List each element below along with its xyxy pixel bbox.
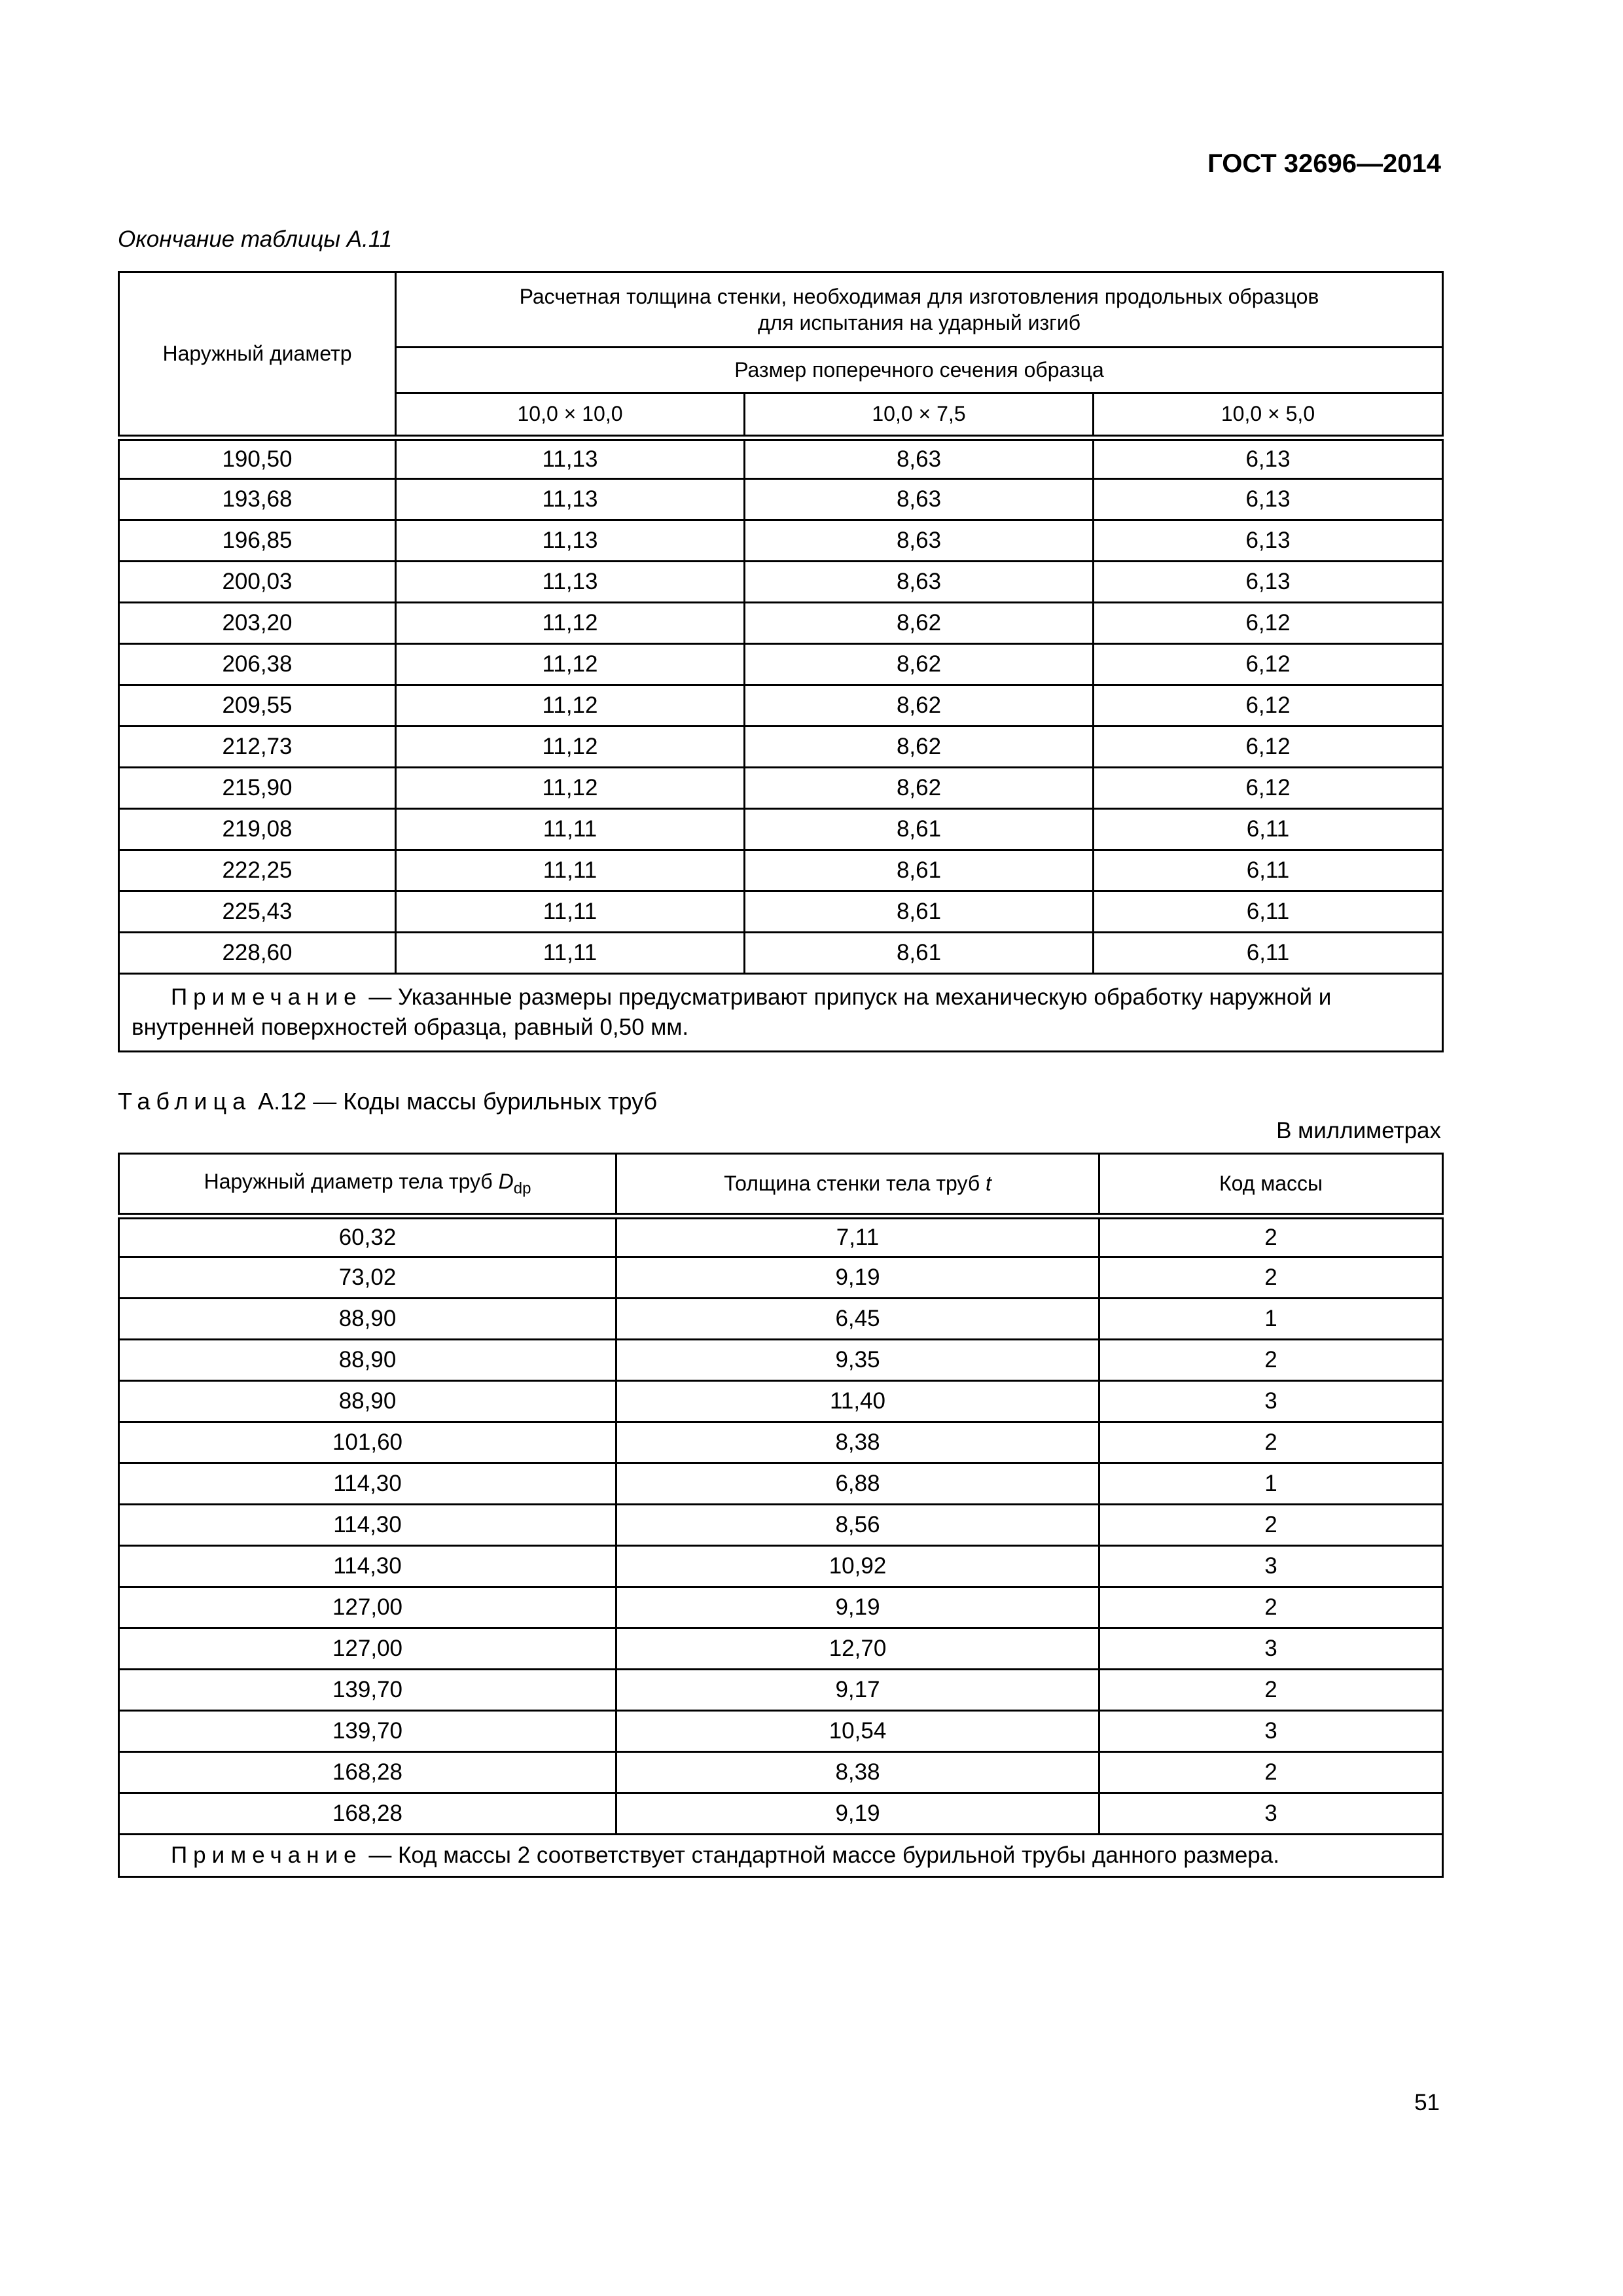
header-mass-code: Код массы <box>1099 1154 1443 1216</box>
table-cell: 114,30 <box>119 1546 616 1587</box>
table-row <box>119 1340 1443 1381</box>
table-row <box>119 850 1443 891</box>
note-text: — Указанные размеры предусматривают припуск на механическую обработку наружной и внутренней поверхностей образца, равный 0,50 мм. <box>132 984 1332 1040</box>
table-title-text: А.12 — Коды массы бурильных труб <box>251 1088 658 1115</box>
table-cell: 11,13 <box>396 562 745 603</box>
header-subscript-dp: dp <box>513 1179 531 1197</box>
table-cell: 11,12 <box>396 603 745 644</box>
table-row <box>119 768 1443 809</box>
table-title <box>118 1088 657 1115</box>
table-cell: 11,12 <box>396 768 745 809</box>
table-cell: 3 <box>1099 1793 1443 1835</box>
table-cell: 8,56 <box>616 1505 1099 1546</box>
table-row <box>119 726 1443 768</box>
table-cell: 193,68 <box>119 479 396 520</box>
page-number: 51 <box>1414 2090 1440 2115</box>
table-cell: 8,62 <box>745 644 1094 685</box>
table-cell: 11,13 <box>396 520 745 562</box>
document-code: ГОСТ 32696—2014 <box>1207 149 1441 178</box>
table-cell: 2 <box>1099 1422 1443 1463</box>
table-row <box>119 1587 1443 1628</box>
table-cell: 6,12 <box>1094 726 1443 768</box>
table-a11 <box>118 271 1444 1052</box>
table-cell: 8,62 <box>745 603 1094 644</box>
table-cell: 6,13 <box>1094 479 1443 520</box>
table-cell: 219,08 <box>119 809 396 850</box>
table-cell: 6,11 <box>1094 933 1443 974</box>
header-outer-diameter: Наружный диаметр <box>119 272 396 438</box>
table-cell: 3 <box>1099 1381 1443 1422</box>
table-cell: 2 <box>1099 1670 1443 1711</box>
table-cell: 3 <box>1099 1711 1443 1752</box>
table-cell: 88,90 <box>119 1340 616 1381</box>
header-wall-thickness <box>396 272 1443 348</box>
table-cell: 11,11 <box>396 933 745 974</box>
table-row <box>119 1463 1443 1505</box>
table-cell: 168,28 <box>119 1793 616 1835</box>
table-cell: 2 <box>1099 1257 1443 1299</box>
table-cell: 8,63 <box>745 438 1094 479</box>
table-cell: 11,13 <box>396 438 745 479</box>
header-size: 10,0 × 10,0 <box>396 393 745 438</box>
table-cell: 6,45 <box>616 1299 1099 1340</box>
table-row <box>119 1505 1443 1546</box>
table-row <box>119 1670 1443 1711</box>
table-cell: 114,30 <box>119 1505 616 1546</box>
table-cell: 9,35 <box>616 1340 1099 1381</box>
table-cell: 8,62 <box>745 685 1094 726</box>
table-cell: 7,11 <box>616 1216 1099 1257</box>
table-row <box>119 1299 1443 1340</box>
table-cell: 6,12 <box>1094 685 1443 726</box>
header-size: 10,0 × 7,5 <box>745 393 1094 438</box>
table-cell: 3 <box>1099 1546 1443 1587</box>
table-cell: 11,12 <box>396 685 745 726</box>
table-cell: 9,19 <box>616 1257 1099 1299</box>
table-row <box>119 520 1443 562</box>
table-cell: 88,90 <box>119 1299 616 1340</box>
table-cell: 200,03 <box>119 562 396 603</box>
table-row <box>119 685 1443 726</box>
table-row <box>119 1422 1443 1463</box>
table-cell: 11,11 <box>396 809 745 850</box>
table-cell: 215,90 <box>119 768 396 809</box>
note-label: Примечание <box>171 984 363 1010</box>
table-cell: 168,28 <box>119 1752 616 1793</box>
table-row <box>119 809 1443 850</box>
table-cell: 1 <box>1099 1299 1443 1340</box>
table-note <box>119 1835 1443 1877</box>
table-cell: 11,11 <box>396 891 745 933</box>
table-cell: 6,12 <box>1094 644 1443 685</box>
table-cell: 114,30 <box>119 1463 616 1505</box>
table-cell: 11,12 <box>396 726 745 768</box>
table-cell: 60,32 <box>119 1216 616 1257</box>
table-cell: 3 <box>1099 1628 1443 1670</box>
table-cell: 203,20 <box>119 603 396 644</box>
table-row <box>119 1711 1443 1752</box>
table-cell: 6,12 <box>1094 603 1443 644</box>
table-cell: 9,19 <box>616 1587 1099 1628</box>
table-cell: 8,61 <box>745 891 1094 933</box>
table-cell: 9,17 <box>616 1670 1099 1711</box>
table-cell: 2 <box>1099 1587 1443 1628</box>
table-cell: 190,50 <box>119 438 396 479</box>
table-cell: 209,55 <box>119 685 396 726</box>
table-row <box>119 644 1443 685</box>
table-cell: 6,88 <box>616 1463 1099 1505</box>
table-cell: 196,85 <box>119 520 396 562</box>
table-cell: 8,38 <box>616 1752 1099 1793</box>
note-text: — Код массы 2 соответствует стандартной массе бурильной трубы данного размера. <box>362 1842 1279 1868</box>
table-title-label: Таблица <box>118 1088 252 1115</box>
table-cell: 212,73 <box>119 726 396 768</box>
table-cell: 6,13 <box>1094 438 1443 479</box>
table-cell: 2 <box>1099 1340 1443 1381</box>
table-cell: 2 <box>1099 1752 1443 1793</box>
table-row <box>119 562 1443 603</box>
table-row <box>119 479 1443 520</box>
table-cell: 73,02 <box>119 1257 616 1299</box>
table-cell: 8,61 <box>745 850 1094 891</box>
table-cell: 6,13 <box>1094 520 1443 562</box>
header-wall-thickness-line1: Расчетная толщина стенки, необходимая для изготовления продольных образцов <box>519 285 1319 308</box>
table-cell: 139,70 <box>119 1670 616 1711</box>
header-symbol-d: D <box>498 1169 514 1193</box>
header-wall-thickness-line2: для испытания на ударный изгиб <box>757 311 1081 334</box>
table-cell: 10,92 <box>616 1546 1099 1587</box>
table-cell: 8,62 <box>745 726 1094 768</box>
table-cell: 8,38 <box>616 1422 1099 1463</box>
table-cell: 222,25 <box>119 850 396 891</box>
header-wall-thickness-label: Толщина стенки тела труб <box>724 1171 986 1195</box>
table-cell: 6,11 <box>1094 850 1443 891</box>
table-cell: 8,63 <box>745 479 1094 520</box>
header-wall-thickness <box>616 1154 1099 1216</box>
table-row <box>119 1257 1443 1299</box>
table-cell: 1 <box>1099 1463 1443 1505</box>
table-cell: 8,63 <box>745 562 1094 603</box>
table-row <box>119 1546 1443 1587</box>
table-cell: 6,11 <box>1094 891 1443 933</box>
table-cell: 139,70 <box>119 1711 616 1752</box>
table-row <box>119 1381 1443 1422</box>
header-outer-diameter <box>119 1154 616 1216</box>
table-cell: 127,00 <box>119 1628 616 1670</box>
table-cell: 11,13 <box>396 479 745 520</box>
table-cell: 6,12 <box>1094 768 1443 809</box>
table-cell: 6,13 <box>1094 562 1443 603</box>
table-cell: 127,00 <box>119 1587 616 1628</box>
header-cross-section: Размер поперечного сечения образца <box>396 348 1443 393</box>
table-cell: 206,38 <box>119 644 396 685</box>
table-cell: 2 <box>1099 1216 1443 1257</box>
table-row <box>119 603 1443 644</box>
table-cell: 11,11 <box>396 850 745 891</box>
table-cell: 11,12 <box>396 644 745 685</box>
header-outer-diameter-label: Наружный диаметр тела труб <box>204 1169 499 1193</box>
table-cell: 9,19 <box>616 1793 1099 1835</box>
units-label: В миллиметрах <box>1276 1118 1441 1143</box>
table-cell: 225,43 <box>119 891 396 933</box>
table-row <box>119 891 1443 933</box>
table-row <box>119 1216 1443 1257</box>
note-label: Примечание <box>171 1842 363 1868</box>
table-cell: 101,60 <box>119 1422 616 1463</box>
table-row <box>119 438 1443 479</box>
table-cell: 6,11 <box>1094 809 1443 850</box>
header-symbol-t: t <box>986 1171 991 1195</box>
table-cell: 228,60 <box>119 933 396 974</box>
table-cell: 10,54 <box>616 1711 1099 1752</box>
table-cell: 8,61 <box>745 933 1094 974</box>
header-size: 10,0 × 5,0 <box>1094 393 1443 438</box>
table-cell: 8,62 <box>745 768 1094 809</box>
table-row <box>119 933 1443 974</box>
table-cell: 88,90 <box>119 1381 616 1422</box>
table-row <box>119 1793 1443 1835</box>
table-a12 <box>118 1153 1444 1878</box>
table-continuation-label: Окончание таблицы А.11 <box>118 226 393 252</box>
table-note <box>119 974 1443 1052</box>
table-cell: 11,40 <box>616 1381 1099 1422</box>
table-cell: 2 <box>1099 1505 1443 1546</box>
table-cell: 8,63 <box>745 520 1094 562</box>
table-row <box>119 1628 1443 1670</box>
table-row <box>119 1752 1443 1793</box>
table-cell: 8,61 <box>745 809 1094 850</box>
table-cell: 12,70 <box>616 1628 1099 1670</box>
